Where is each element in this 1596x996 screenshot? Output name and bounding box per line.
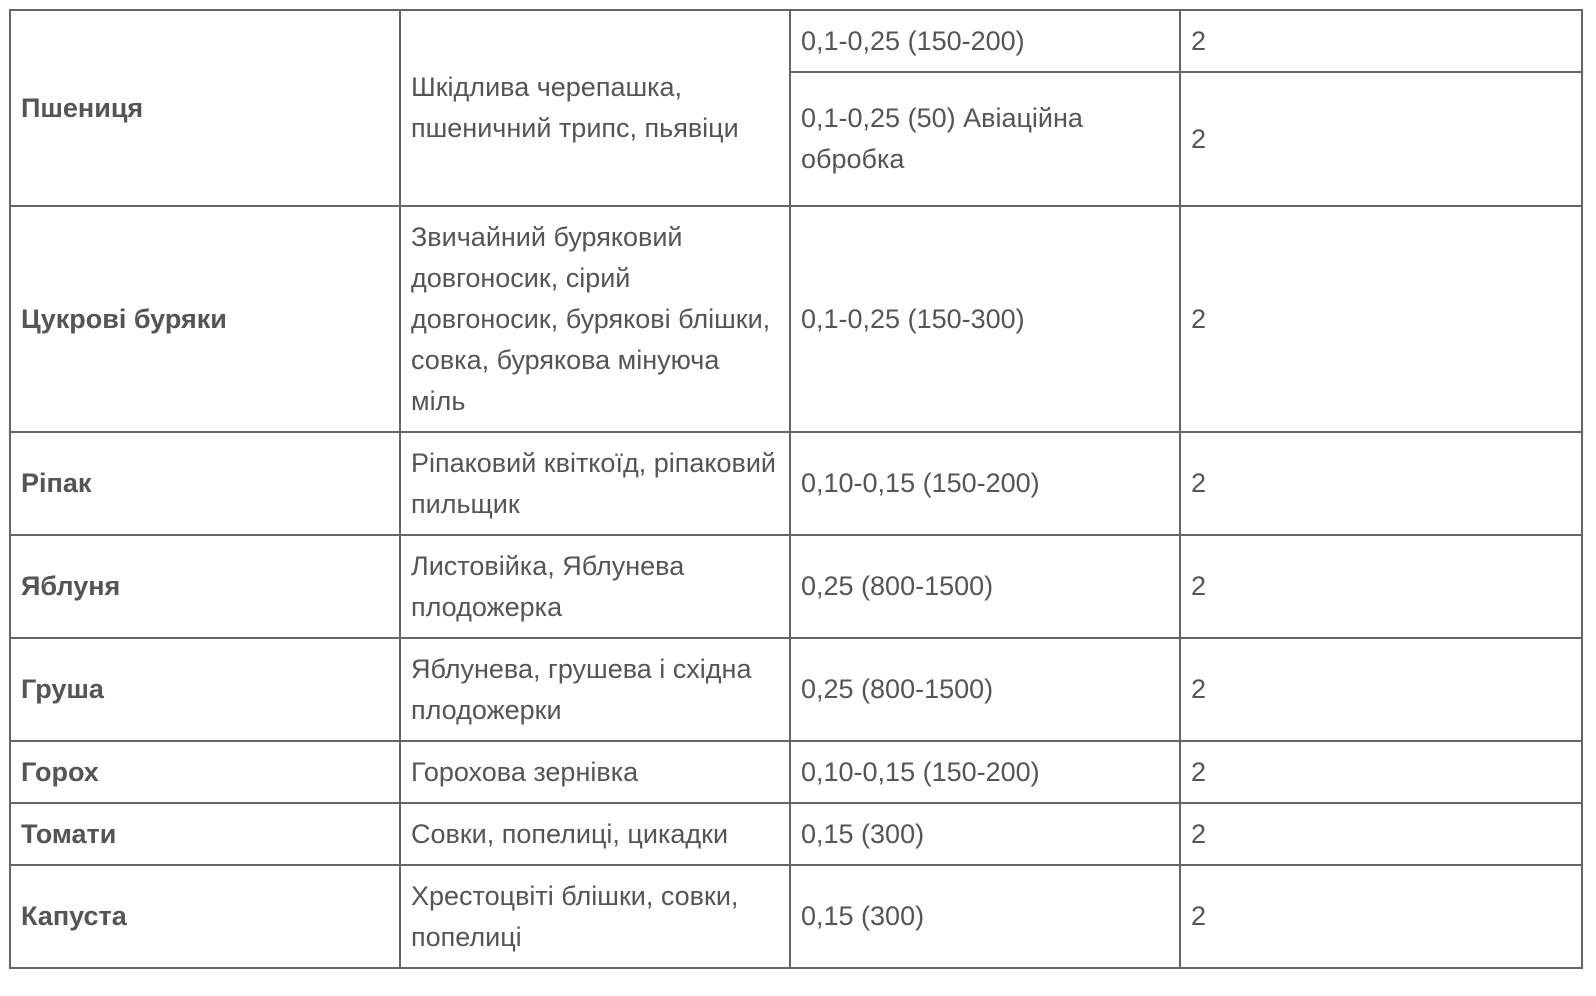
pests-cell: Яблунева, грушева і східна плодожерки: [400, 638, 790, 741]
pests-cell: Горохова зернівка: [400, 741, 790, 803]
rate-cell: 0,15 (300): [790, 803, 1180, 865]
table-row: [10, 432, 1582, 535]
treatments-cell: 2: [1180, 432, 1582, 535]
rate-cell: 0,10-0,15 (150-200): [790, 432, 1180, 535]
crop-cell: Пшениця: [10, 10, 400, 206]
treatments-cell: 2: [1180, 535, 1582, 638]
rate-cell: 0,15 (300): [790, 865, 1180, 968]
rate-cell: 0,25 (800-1500): [790, 638, 1180, 741]
pests-cell: Звичайний буряковий довгоносик, сірий довгоносик, бурякові блішки, совка, бурякова мінуюча міль: [400, 206, 790, 432]
rate-cell: 0,1-0,25 (50) Авіаційна обробка: [790, 72, 1180, 206]
crop-cell: Ріпак: [10, 432, 400, 535]
crop-cell: Капуста: [10, 865, 400, 968]
treatments-cell: 2: [1180, 72, 1582, 206]
pests-cell: Ріпаковий квіткоїд, ріпаковий пильщик: [400, 432, 790, 535]
pests-cell: Совки, попелиці, цикадки: [400, 803, 790, 865]
table-row: [10, 10, 1582, 72]
treatments-cell: 2: [1180, 865, 1582, 968]
table-row: [10, 638, 1582, 741]
treatments-cell: 2: [1180, 803, 1582, 865]
crop-cell: Горох: [10, 741, 400, 803]
treatments-cell: 2: [1180, 10, 1582, 72]
pests-cell: Шкідлива черепашка, пшеничний трипс, пьявіци: [400, 10, 790, 206]
rate-cell: 0,10-0,15 (150-200): [790, 741, 1180, 803]
crop-cell: Томати: [10, 803, 400, 865]
table-row: [10, 803, 1582, 865]
rate-cell: 0,1-0,25 (150-200): [790, 10, 1180, 72]
rate-cell: 0,1-0,25 (150-300): [790, 206, 1180, 432]
table-row: [10, 865, 1582, 968]
table-row: [10, 741, 1582, 803]
crop-cell: Яблуня: [10, 535, 400, 638]
treatments-cell: 2: [1180, 206, 1582, 432]
pesticide-table: [9, 9, 1583, 969]
rate-cell: 0,25 (800-1500): [790, 535, 1180, 638]
table-row: [10, 535, 1582, 638]
table-row: [10, 206, 1582, 432]
pests-cell: Листовійка, Яблунева плодожерка: [400, 535, 790, 638]
crop-cell: Груша: [10, 638, 400, 741]
pests-cell: Хрестоцвіті блішки, совки, попелиці: [400, 865, 790, 968]
treatments-cell: 2: [1180, 638, 1582, 741]
treatments-cell: 2: [1180, 741, 1582, 803]
crop-cell: Цукрові буряки: [10, 206, 400, 432]
